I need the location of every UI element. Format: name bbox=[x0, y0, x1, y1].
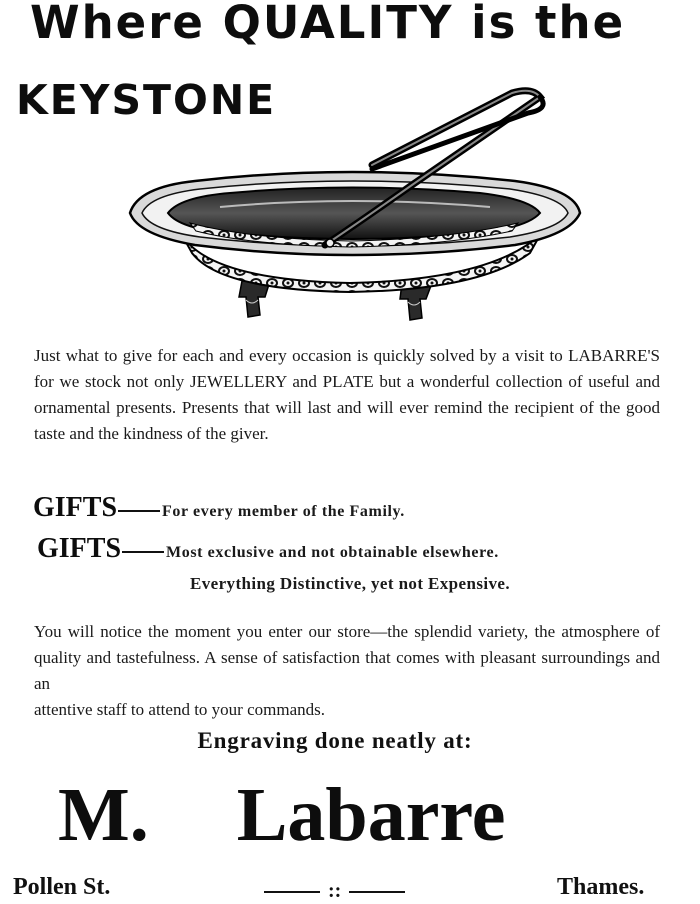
business-initial: M. bbox=[58, 773, 149, 857]
silver-dish-illustration bbox=[120, 85, 590, 330]
business-name bbox=[58, 772, 506, 859]
gifts-line-2 bbox=[37, 533, 499, 565]
headline-line-1: Where QUALITY is the bbox=[30, 0, 626, 49]
em-dash-rule bbox=[118, 510, 160, 512]
headline-line-2: KEYSTONE bbox=[16, 76, 277, 124]
intro-paragraph: Just what to give for each and every occasion is quickly solved by a visit to LABARRE'S for we stock not only JEWELLERY and PLATE but a wonderful collection of useful and ornamental presents. Presents that will last and will ever remind the recipient of the good taste and the kindness of the giver. bbox=[34, 346, 660, 443]
separator-marks: :: bbox=[328, 880, 342, 902]
town-name: Thames. bbox=[557, 874, 645, 900]
engraving-notice: Engraving done neatly at: bbox=[197, 728, 473, 753]
separator-rule-left bbox=[264, 891, 320, 893]
gifts-text: Most exclusive and not obtainable elsewhere. bbox=[166, 544, 499, 561]
em-dash-rule bbox=[122, 551, 164, 553]
footer-separator bbox=[256, 880, 413, 903]
store-paragraph-last-line: attentive staff to attend to your commands. bbox=[34, 700, 325, 719]
separator-rule-right bbox=[349, 891, 405, 893]
gifts-line-1 bbox=[33, 492, 405, 524]
gifts-text: For every member of the Family. bbox=[162, 503, 405, 520]
gifts-word: GIFTS bbox=[37, 533, 122, 564]
store-paragraph bbox=[34, 619, 660, 723]
gifts-word: GIFTS bbox=[33, 492, 118, 523]
street-address: Pollen St. bbox=[13, 874, 111, 900]
business-surname: Labarre bbox=[236, 773, 506, 857]
store-paragraph-main: You will notice the moment you enter our store—the splendid variety, the atmosphere of quality and tastefulness. A sense of satisfaction that comes with pleasant surroundings and an bbox=[34, 622, 660, 693]
tagline: Everything Distinctive, yet not Expensive. bbox=[190, 574, 510, 593]
